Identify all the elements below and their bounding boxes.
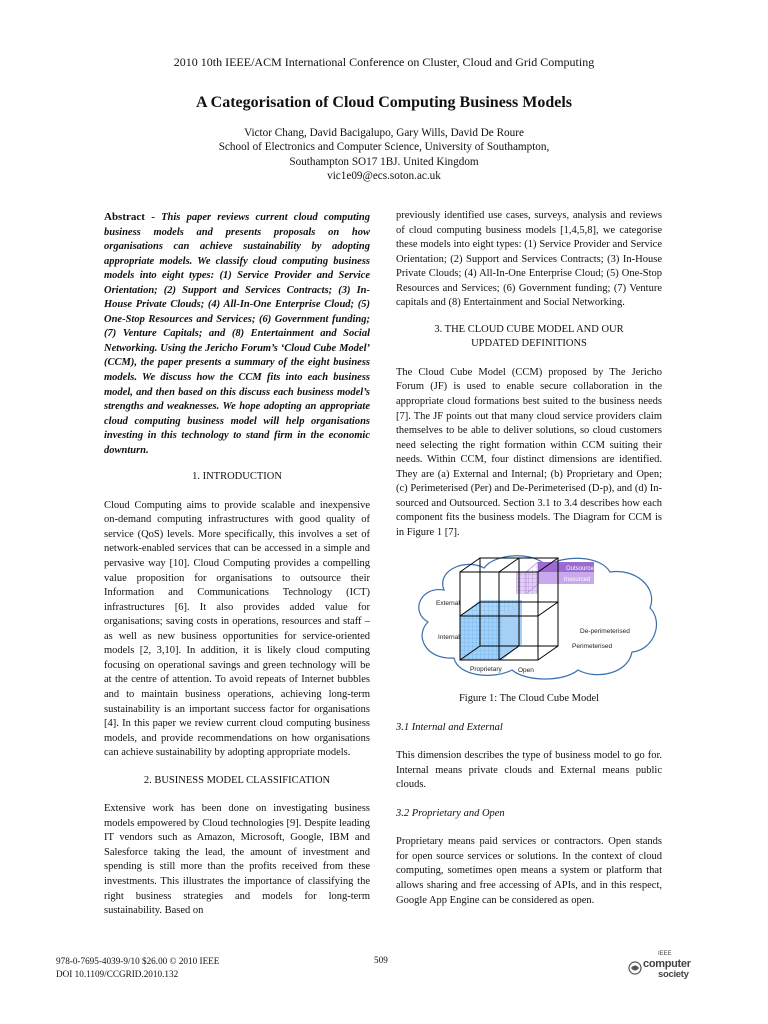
author-block bbox=[0, 126, 768, 184]
footer-doi: DOI 10.1109/CCGRID.2010.132 bbox=[56, 968, 179, 979]
paper-title: A Categorisation of Cloud Computing Business Models bbox=[195, 94, 573, 111]
label-perimeterised: Perimeterised bbox=[572, 643, 613, 651]
business-model-classification-continued: previously identified use cases, surveys, analysis and reviews of cloud computing business models [1,4,5,8], we categorise these models into eight types: (1) Service Provider and Service Orientation; (2) Support and Services Contracts; (3) In-House Private Clouds; (4) All-In-One Enterprise Cloud; (5) One-Stop Resources and Services; (6) Government funding; (7) Venture capitals and (8) Entertainment and Social Networking. bbox=[396, 210, 662, 309]
section-heading-business-model-classification: 2. BUSINESS MODEL CLASSIFICATION bbox=[143, 774, 331, 786]
logo-line-society: society bbox=[658, 969, 689, 980]
ccm-heading-line-1: 3. THE CLOUD CUBE MODEL AND OUR bbox=[434, 323, 624, 335]
label-internal: Internal bbox=[438, 634, 460, 642]
abstract-label: Abstract - bbox=[104, 211, 155, 223]
left-column bbox=[104, 210, 370, 919]
cloud-cube-diagram bbox=[396, 550, 662, 682]
ieee-computer-society-logo bbox=[628, 951, 698, 983]
footer-isbn: 978-0-7695-4039-9/10 $26.00 © 2010 IEEE bbox=[56, 956, 220, 966]
affiliation: School of Electronics and Computer Science, University of Southampton, bbox=[218, 141, 550, 154]
section-heading-cloud-cube-model bbox=[396, 323, 662, 352]
footer-citation bbox=[56, 955, 219, 980]
logo-line-ieee: IEEE bbox=[658, 951, 672, 957]
ccm-heading-line-2: UPDATED DEFINITIONS bbox=[471, 338, 587, 350]
label-external: External bbox=[436, 600, 460, 608]
label-open: Open bbox=[518, 667, 534, 675]
figure-caption: Figure 1: The Cloud Cube Model bbox=[458, 693, 600, 705]
subsection-heading-3-2: 3.2 Proprietary and Open bbox=[396, 807, 505, 819]
logo-mark-icon bbox=[628, 961, 642, 975]
label-insourced: Insourced bbox=[564, 577, 591, 584]
label-proprietary: Proprietary bbox=[470, 666, 502, 674]
conference-header: 2010 10th IEEE/ACM International Conference on Cluster, Cloud and Grid Computing bbox=[173, 55, 595, 69]
label-deperimeterised: De-perimeterised bbox=[580, 628, 630, 636]
authors: Victor Chang, David Bacigalupo, Gary Wills, David De Roure bbox=[244, 127, 524, 139]
email: vic1e09@ecs.soton.ac.uk bbox=[327, 170, 441, 183]
label-outsourced: Outsourced bbox=[566, 566, 598, 573]
page-number: 509 bbox=[374, 955, 388, 965]
abstract-text: This paper reviews current cloud computing business models and presents proposals on how organisations can achieve sustainability by adopting appropriate models. We classify cloud computing business models into eight types: (1) Service Provider and Service Orientation; (2) Support and Services Contracts; (3) In-House Private Clouds; (4) All-In-One Enterprise Cloud; (5) One-Stop Resources and Services; (6) Government funding; (7) Venture Capitals; and (8) Entertainment and Social Networking. Using the Jericho Forum’s ‘Cloud Cube Model’ (CCM), the paper presents a summary of the eight business models. We discuss how the CCM fits into each business model, and then based on this discuss each business model’s strengths and weaknesses. We hope adopting an appropriate cloud computing business model will help organisations investing in this technology to stand firm in the economic downturn. bbox=[104, 212, 370, 456]
business-model-classification-text: Extensive work has been done on investigating business models empowered by Cloud technologies [9]. Despite leading IT vendors such as Amazon, Microsoft, Google, IBM and Salesforce taking the lead, the amount of investment and spending is still more than the profits received from these investments. This illustrates the importance of classifying the right business strategies and models for long-term sustainability. Based on bbox=[104, 803, 370, 917]
section-heading-introduction: 1. INTRODUCTION bbox=[192, 471, 282, 483]
figure-cloud-cube-model bbox=[396, 550, 662, 706]
address: Southampton SO17 1BJ. United Kingdom bbox=[289, 155, 479, 168]
subsection-3-2-text: Proprietary means paid services or contractors. Open stands for open source services or solutions. In the context of cloud computing, sometimes open means a system or platform that allows sharing and free accessing of APIs, and in this respect, Google App Engine can be considered as open. bbox=[396, 836, 662, 906]
abstract bbox=[104, 210, 370, 458]
logo-line-computer: computer bbox=[643, 958, 691, 970]
subsection-heading-3-1: 3.1 Internal and External bbox=[396, 721, 503, 733]
cloud-cube-model-text: The Cloud Cube Model (CCM) proposed by The Jericho Forum (JF) is used to enable secure collaboration in the appropriate cloud formations best suited to the business needs [7]. The JF points out that many cloud service providers claim themselves to be able to deliver solutions, so cloud customers need selecting the right formation within CCM suiting their needs. Within CCM, four distinct dimensions are identified. They are (a) External and Internal; (b) Proprietary and Open; (c) Perimeterised (Per) and De-Perimeterised (D-p), and (d) In-sourced and Outsourced. Section 3.1 to 3.4 describes how each component fits the business models. The Diagram for CCM is in Figure 1 [7]. bbox=[396, 366, 662, 538]
subsection-3-1-text: This dimension describes the type of business model to go for. Internal means private clouds and External means public clouds. bbox=[396, 750, 662, 791]
right-column bbox=[396, 209, 662, 908]
introduction-text: Cloud Computing aims to provide scalable and inexpensive on-demand computing infrastructures with good quality of service (QoS) levels. More specifically, this involves a set of network-enabled services that can be accessed in a simple and pervasive way [10]. Cloud Computing provides a compelling value proposition for organisations to outsource their Information and Communications Technology (ICT) infrastructures [6]. It also provides added value for organisations; saving costs in operations, resources and staff – as well as new business opportunities for service-oriented models [2, 3,10]. In addition, it is likely cloud computing focusing on operational savings and green technology will be at the centre of attention. To avoid repeats of Internet bubbles and to maintain business operations, achieving long-term sustainability is an important success factor for organisations [4]. In this paper we review current cloud computing business models, and provide recommendations on how organisations can achieve sustainability by adopting appropriate models. bbox=[104, 499, 370, 759]
